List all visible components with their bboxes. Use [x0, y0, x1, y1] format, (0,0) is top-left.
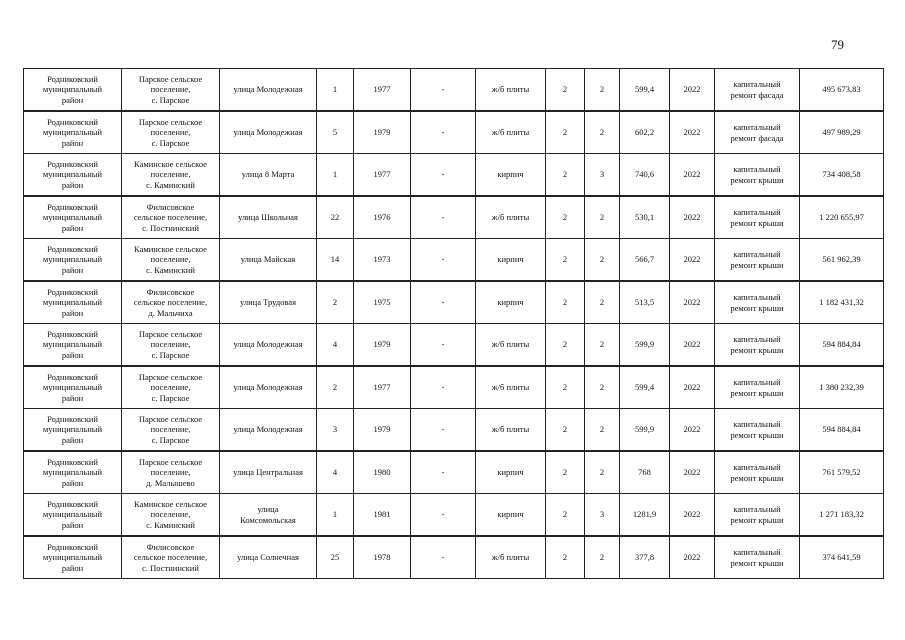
- cost-cell: 761 579,52: [800, 451, 884, 494]
- build-year-cell: 1977: [354, 366, 411, 409]
- work-type-cell: капитальный ремонт крыши: [715, 196, 800, 239]
- house-number-cell: 22: [317, 196, 354, 239]
- cost-cell: 1 271 183,32: [800, 494, 884, 537]
- year-cell: 2022: [670, 324, 715, 367]
- entrances-cell: 2: [585, 536, 620, 579]
- area-cell: 1281,9: [620, 494, 670, 537]
- municipal-district-cell: Родниковский муниципальный район: [24, 239, 122, 282]
- year-cell: 2022: [670, 69, 715, 112]
- dash-cell: -: [411, 494, 476, 537]
- area-cell: 599,4: [620, 69, 670, 112]
- house-number-cell: 1: [317, 494, 354, 537]
- cost-cell: 374 641,59: [800, 536, 884, 579]
- settlement-cell: Парское сельское поселение, с. Парское: [122, 69, 220, 112]
- cost-cell: 594 884,84: [800, 409, 884, 452]
- table-row: [24, 536, 884, 579]
- table-row: [24, 69, 884, 112]
- dash-cell: -: [411, 111, 476, 154]
- area-cell: 513,5: [620, 281, 670, 324]
- street-cell: улица Трудовая: [220, 281, 317, 324]
- municipal-district-cell: Родниковский муниципальный район: [24, 154, 122, 197]
- house-number-cell: 1: [317, 69, 354, 112]
- build-year-cell: 1981: [354, 494, 411, 537]
- street-cell: улица 8 Марта: [220, 154, 317, 197]
- entrances-cell: 2: [585, 239, 620, 282]
- year-cell: 2022: [670, 366, 715, 409]
- settlement-cell: Филисовское сельское поселение, с. Постнинский: [122, 536, 220, 579]
- cost-cell: 1 220 655,97: [800, 196, 884, 239]
- house-number-cell: 3: [317, 409, 354, 452]
- build-year-cell: 1978: [354, 536, 411, 579]
- year-cell: 2022: [670, 111, 715, 154]
- work-type-cell: капитальный ремонт крыши: [715, 494, 800, 537]
- table-row: [24, 366, 884, 409]
- work-type-cell: капитальный ремонт крыши: [715, 366, 800, 409]
- area-cell: 377,8: [620, 536, 670, 579]
- settlement-cell: Парское сельское поселение, с. Парское: [122, 409, 220, 452]
- entrances-cell: 2: [585, 196, 620, 239]
- street-cell: улица Молодежная: [220, 324, 317, 367]
- work-type-cell: капитальный ремонт фасада: [715, 69, 800, 112]
- table-row: [24, 409, 884, 452]
- build-year-cell: 1977: [354, 69, 411, 112]
- area-cell: 740,6: [620, 154, 670, 197]
- cost-cell: 497 989,29: [800, 111, 884, 154]
- cost-cell: 1 380 232,39: [800, 366, 884, 409]
- area-cell: 599,4: [620, 366, 670, 409]
- street-cell: улица Майская: [220, 239, 317, 282]
- work-type-cell: капитальный ремонт крыши: [715, 239, 800, 282]
- wall-material-cell: кирпич: [476, 239, 546, 282]
- street-cell: улица Школьная: [220, 196, 317, 239]
- dash-cell: -: [411, 409, 476, 452]
- area-cell: 768: [620, 451, 670, 494]
- build-year-cell: 1979: [354, 111, 411, 154]
- year-cell: 2022: [670, 536, 715, 579]
- street-cell: улица Молодежная: [220, 111, 317, 154]
- dash-cell: -: [411, 154, 476, 197]
- wall-material-cell: кирпич: [476, 451, 546, 494]
- wall-material-cell: ж/б плиты: [476, 409, 546, 452]
- settlement-cell: Каминское сельское поселение, с. Каминский: [122, 154, 220, 197]
- build-year-cell: 1979: [354, 324, 411, 367]
- housing-repair-table: [23, 68, 884, 579]
- entrances-cell: 2: [585, 324, 620, 367]
- year-cell: 2022: [670, 494, 715, 537]
- entrances-cell: 3: [585, 154, 620, 197]
- work-type-cell: капитальный ремонт крыши: [715, 409, 800, 452]
- entrances-cell: 2: [585, 281, 620, 324]
- dash-cell: -: [411, 451, 476, 494]
- build-year-cell: 1977: [354, 154, 411, 197]
- entrances-cell: 3: [585, 494, 620, 537]
- settlement-cell: Парское сельское поселение, д. Малышево: [122, 451, 220, 494]
- municipal-district-cell: Родниковский муниципальный район: [24, 409, 122, 452]
- area-cell: 566,7: [620, 239, 670, 282]
- wall-material-cell: ж/б плиты: [476, 324, 546, 367]
- year-cell: 2022: [670, 196, 715, 239]
- dash-cell: -: [411, 196, 476, 239]
- street-cell: улица Молодежная: [220, 366, 317, 409]
- floors-cell: 2: [546, 154, 585, 197]
- street-cell: улица Солнечная: [220, 536, 317, 579]
- cost-cell: 734 408,58: [800, 154, 884, 197]
- dash-cell: -: [411, 69, 476, 112]
- year-cell: 2022: [670, 239, 715, 282]
- work-type-cell: капитальный ремонт крыши: [715, 324, 800, 367]
- table-row: [24, 196, 884, 239]
- settlement-cell: Филисовское сельское поселение, д. Мальчиха: [122, 281, 220, 324]
- floors-cell: 2: [546, 366, 585, 409]
- dash-cell: -: [411, 239, 476, 282]
- street-cell: улица Молодежная: [220, 69, 317, 112]
- settlement-cell: Парское сельское поселение, с. Парское: [122, 366, 220, 409]
- house-number-cell: 4: [317, 324, 354, 367]
- wall-material-cell: ж/б плиты: [476, 196, 546, 239]
- settlement-cell: Каминское сельское поселение, с. Каминский: [122, 494, 220, 537]
- municipal-district-cell: Родниковский муниципальный район: [24, 281, 122, 324]
- dash-cell: -: [411, 281, 476, 324]
- table-row: [24, 324, 884, 367]
- house-number-cell: 25: [317, 536, 354, 579]
- build-year-cell: 1979: [354, 409, 411, 452]
- year-cell: 2022: [670, 409, 715, 452]
- wall-material-cell: ж/б плиты: [476, 69, 546, 112]
- work-type-cell: капитальный ремонт фасада: [715, 111, 800, 154]
- municipal-district-cell: Родниковский муниципальный район: [24, 366, 122, 409]
- municipal-district-cell: Родниковский муниципальный район: [24, 196, 122, 239]
- cost-cell: 594 884,84: [800, 324, 884, 367]
- year-cell: 2022: [670, 281, 715, 324]
- dash-cell: -: [411, 366, 476, 409]
- house-number-cell: 4: [317, 451, 354, 494]
- floors-cell: 2: [546, 494, 585, 537]
- floors-cell: 2: [546, 111, 585, 154]
- wall-material-cell: кирпич: [476, 494, 546, 537]
- municipal-district-cell: Родниковский муниципальный район: [24, 451, 122, 494]
- street-cell: улица Комсомольская: [220, 494, 317, 537]
- entrances-cell: 2: [585, 69, 620, 112]
- wall-material-cell: кирпич: [476, 154, 546, 197]
- work-type-cell: капитальный ремонт крыши: [715, 281, 800, 324]
- house-number-cell: 2: [317, 281, 354, 324]
- table-row: [24, 154, 884, 197]
- entrances-cell: 2: [585, 451, 620, 494]
- floors-cell: 2: [546, 196, 585, 239]
- cost-cell: 561 962,39: [800, 239, 884, 282]
- year-cell: 2022: [670, 154, 715, 197]
- area-cell: 602,2: [620, 111, 670, 154]
- entrances-cell: 2: [585, 409, 620, 452]
- dash-cell: -: [411, 324, 476, 367]
- area-cell: 599,9: [620, 324, 670, 367]
- floors-cell: 2: [546, 69, 585, 112]
- entrances-cell: 2: [585, 111, 620, 154]
- floors-cell: 2: [546, 281, 585, 324]
- house-number-cell: 2: [317, 366, 354, 409]
- cost-cell: 495 673,83: [800, 69, 884, 112]
- work-type-cell: капитальный ремонт крыши: [715, 536, 800, 579]
- street-cell: улица Центральная: [220, 451, 317, 494]
- area-cell: 530,1: [620, 196, 670, 239]
- floors-cell: 2: [546, 451, 585, 494]
- table-row: [24, 451, 884, 494]
- table-row: [24, 494, 884, 537]
- cost-cell: 1 182 431,32: [800, 281, 884, 324]
- wall-material-cell: ж/б плиты: [476, 366, 546, 409]
- dash-cell: -: [411, 536, 476, 579]
- table-row: [24, 111, 884, 154]
- floors-cell: 2: [546, 409, 585, 452]
- wall-material-cell: кирпич: [476, 281, 546, 324]
- work-type-cell: капитальный ремонт крыши: [715, 154, 800, 197]
- settlement-cell: Парское сельское поселение, с. Парское: [122, 324, 220, 367]
- wall-material-cell: ж/б плиты: [476, 536, 546, 579]
- build-year-cell: 1973: [354, 239, 411, 282]
- table-row: [24, 281, 884, 324]
- house-number-cell: 5: [317, 111, 354, 154]
- street-cell: улица Молодежная: [220, 409, 317, 452]
- work-type-cell: капитальный ремонт крыши: [715, 451, 800, 494]
- municipal-district-cell: Родниковский муниципальный район: [24, 111, 122, 154]
- page-number: 79: [831, 37, 844, 52]
- floors-cell: 2: [546, 536, 585, 579]
- build-year-cell: 1976: [354, 196, 411, 239]
- settlement-cell: Филисовское сельское поселение, с. Постнинский: [122, 196, 220, 239]
- table-row: [24, 239, 884, 282]
- entrances-cell: 2: [585, 366, 620, 409]
- municipal-district-cell: Родниковский муниципальный район: [24, 324, 122, 367]
- house-number-cell: 14: [317, 239, 354, 282]
- wall-material-cell: ж/б плиты: [476, 111, 546, 154]
- settlement-cell: Каминское сельское поселение, с. Каминский: [122, 239, 220, 282]
- floors-cell: 2: [546, 324, 585, 367]
- settlement-cell: Парское сельское поселение, с. Парское: [122, 111, 220, 154]
- year-cell: 2022: [670, 451, 715, 494]
- municipal-district-cell: Родниковский муниципальный район: [24, 494, 122, 537]
- build-year-cell: 1975: [354, 281, 411, 324]
- house-number-cell: 1: [317, 154, 354, 197]
- municipal-district-cell: Родниковский муниципальный район: [24, 69, 122, 112]
- municipal-district-cell: Родниковский муниципальный район: [24, 536, 122, 579]
- floors-cell: 2: [546, 239, 585, 282]
- build-year-cell: 1980: [354, 451, 411, 494]
- area-cell: 599,9: [620, 409, 670, 452]
